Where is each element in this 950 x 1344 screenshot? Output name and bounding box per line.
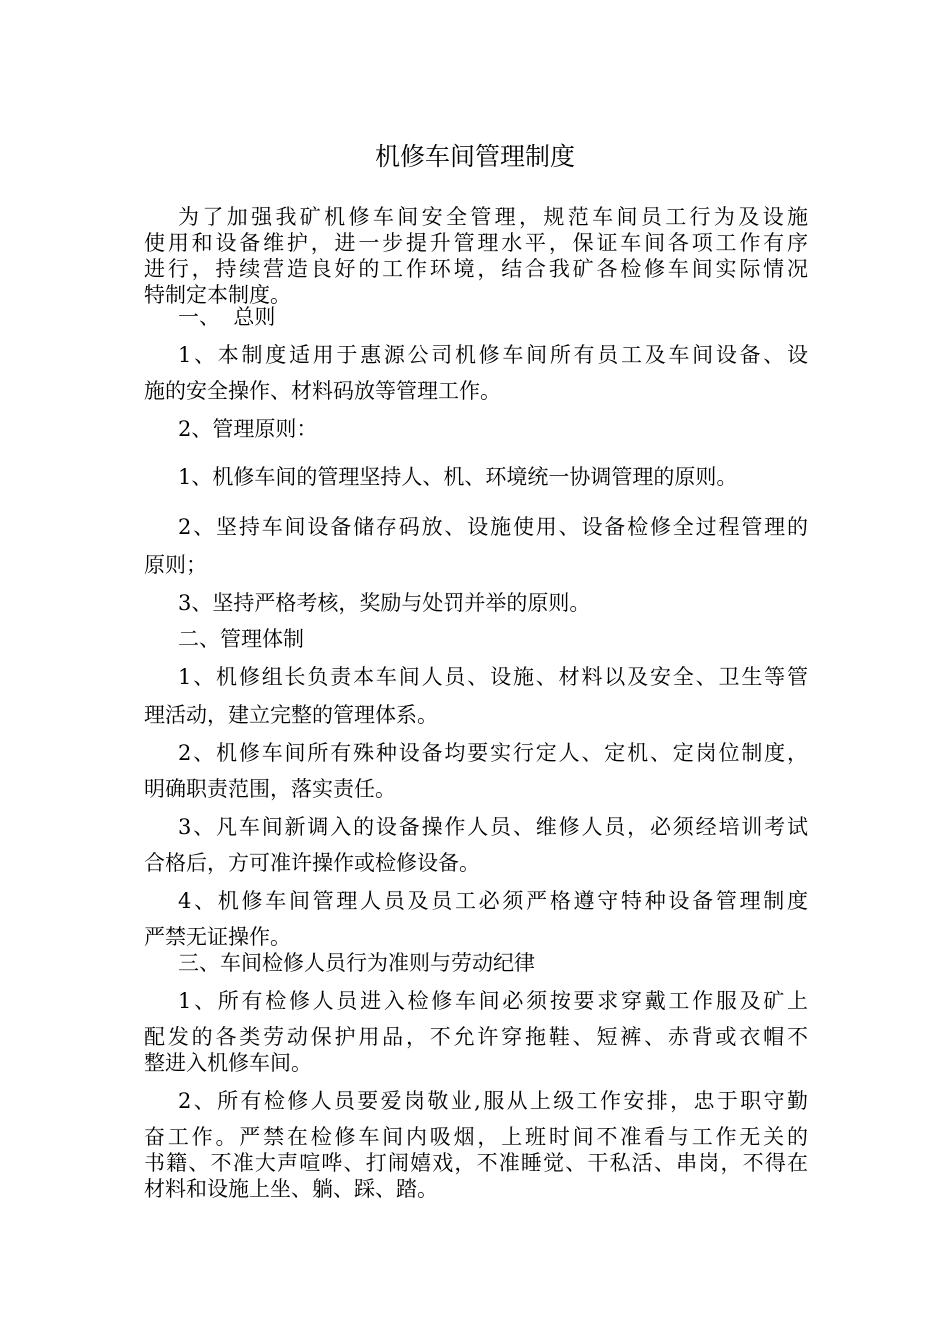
text-line: 施的安全操作、材料码放等管理工作。 [144, 379, 501, 403]
text-line: 书籍、不准大声喧哗、打闹嬉戏，不准睡觉、干私活、串岗，不得在 [144, 1151, 808, 1175]
text-line: 3、凡车间新调入的设备操作人员、维修人员，必须经培训考试 [178, 815, 808, 839]
text-line: 奋工作。严禁在检修车间内吸烟，上班时间不准看与工作无关的 [144, 1125, 808, 1149]
text-line: 1、机修组长负责本车间人员、设施、材料以及安全、卫生等管 [178, 665, 808, 689]
text-line: 理活动，建立完整的管理体系。 [144, 703, 438, 727]
document-title: 机修车间管理制度 [374, 142, 575, 171]
section-heading: 二、管理体制 [178, 627, 304, 651]
text-line: 为了加强我矿机修车间安全管理，规范车间员工行为及设施 [178, 205, 808, 229]
text-line: 使用和设备维护，进一步提升管理水平，保证车间各项工作有序 [144, 231, 808, 255]
text-line: 1、所有检修人员进入检修车间必须按要求穿戴工作服及矿上 [178, 989, 808, 1013]
text-line: 2、机修车间所有殊种设备均要实行定人、定机、定岗位制度， [178, 741, 808, 765]
text-line: 2、坚持车间设备储存码放、设施使用、设备检修全过程管理的 [178, 515, 808, 539]
section-heading: 三、车间检修人员行为准则与劳动纪律 [178, 951, 535, 975]
text-line: 1、机修车间的管理坚持人、机、环境统一协调管理的原则。 [178, 465, 738, 489]
text-line: 3、坚持严格考核，奖励与处罚并举的原则。 [178, 591, 591, 615]
text-line: 1、本制度适用于惠源公司机修车间所有员工及车间设备、设 [178, 343, 808, 367]
text-line: 2、所有检修人员要爱岗敬业,服从上级工作安排，忠于职守勤 [178, 1089, 808, 1113]
text-line: 材料和设施上坐、躺、踩、踏。 [144, 1177, 438, 1201]
text-line: 整进入机修车间。 [144, 1051, 312, 1075]
section-heading: 一、 总则 [178, 305, 276, 329]
text-line: 原则； [144, 553, 207, 577]
text-line: 4、机修车间管理人员及员工必须严格遵守特种设备管理制度 [178, 889, 808, 913]
text-line: 明确职责范围，落实责任。 [144, 777, 396, 801]
text-line: 严禁无证操作。 [144, 925, 291, 949]
text-line: 2、管理原则： [178, 417, 318, 441]
text-line: 配发的各类劳动保护用品，不允许穿拖鞋、短裤、赤背或衣帽不 [144, 1025, 808, 1049]
text-line: 合格后，方可准许操作或检修设备。 [144, 851, 480, 875]
text-line: 进行，持续营造良好的工作环境，结合我矿各检修车间实际情况 [144, 257, 808, 281]
text-line: 特制定本制度。 [144, 283, 291, 307]
